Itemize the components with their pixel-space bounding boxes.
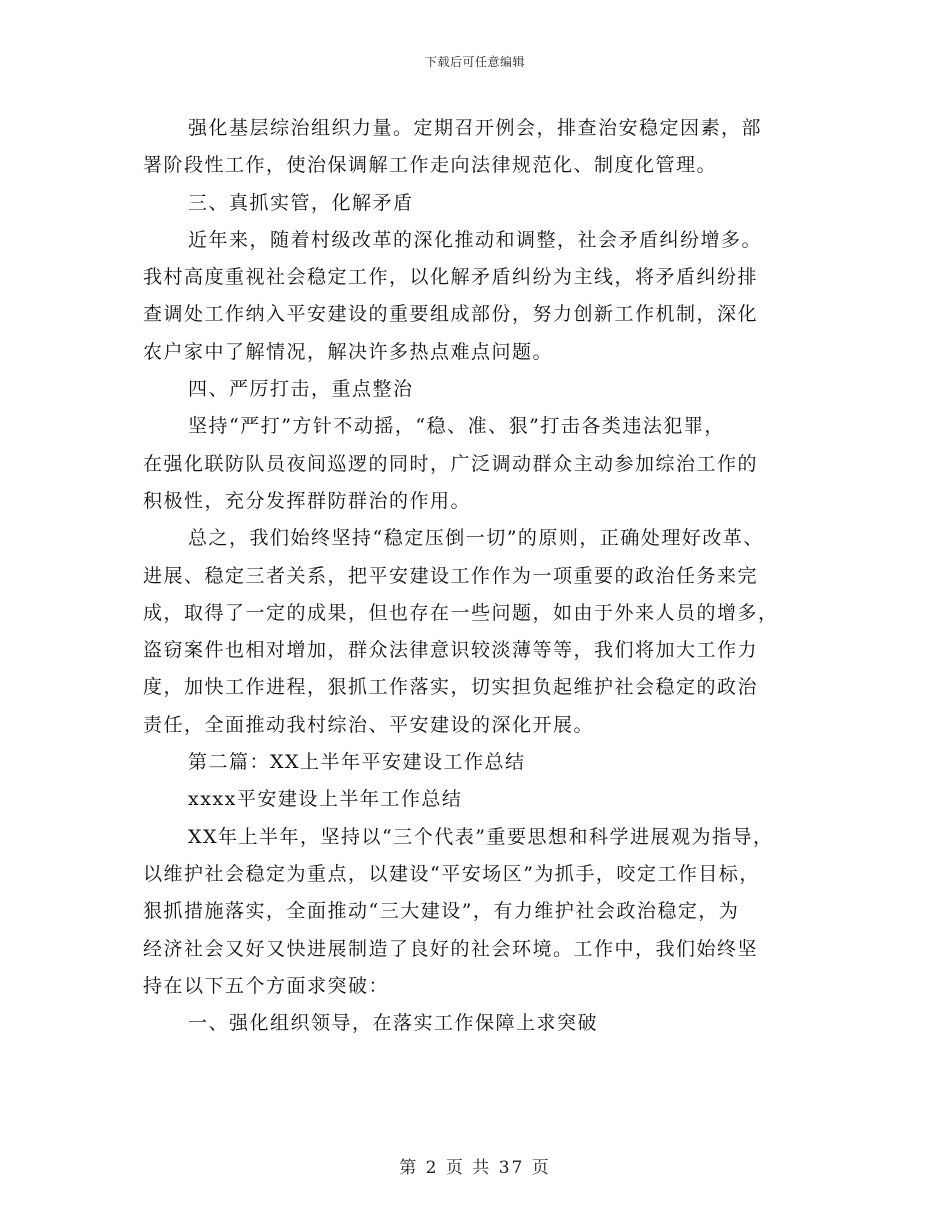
paragraph-line: 以维护社会稳定为重点，以建设“平安场区”为抓手，咬定工作目标， <box>143 862 760 885</box>
paragraph-line: 坚持“严打”方针不动摇，“稳、准、狠”打击各类违法犯罪， <box>188 415 725 438</box>
section-heading: 三、真抓实管，化解矛盾 <box>188 191 414 214</box>
paragraph-line: 署阶段性工作，使治保调解工作走向法律规范化、制度化管理。 <box>143 154 718 177</box>
page-number: 第 2 页 共 37 页 <box>399 1158 551 1178</box>
paragraph-line: 我村高度重视社会稳定工作，以化解矛盾纠纷为主线，将矛盾纠纷排 <box>143 266 759 289</box>
document-body <box>143 110 808 1042</box>
paragraph-line: 在强化联防队员夜间巡逻的同时，广泛调动群众主动参加综治工作的 <box>143 452 759 475</box>
paragraph-line: 经济社会又好又快进展制造了良好的社会环境。工作中，我们始终坚 <box>143 937 759 960</box>
paragraph-line: 持在以下五个方面求突破： <box>143 974 390 997</box>
paragraph-line: 成，取得了一定的成果，但也存在一些问题，如由于外来人员的增多， <box>143 601 779 624</box>
paragraph-line: 狠抓措施落实，全面推动“三大建设”，有力维护社会政治稳定，为 <box>143 900 740 923</box>
paragraph-line: 农户家中了解情况，解决许多热点难点问题。 <box>143 340 554 363</box>
section-heading: 一、强化组织领导，在落实工作保障上求突破 <box>188 1012 599 1035</box>
chapter-title: 第二篇：XX上半年平安建设工作总结 <box>188 751 526 774</box>
paragraph-line: 责任，全面推动我村综治、平安建设的深化开展。 <box>143 713 595 736</box>
paragraph-line: 强化基层综治组织力量。定期召开例会，排查治安稳定因素，部 <box>188 117 763 139</box>
paragraph-line: 进展、稳定三者关系，把平安建设工作作为一项重要的政治任务来完 <box>143 564 759 587</box>
paragraph-line: 盗窃案件也相对增加，群众法律意识较淡薄等等，我们将加大工作力 <box>143 639 759 662</box>
paragraph-line: 度，加快工作进程，狠抓工作落实，切实担负起维护社会稳定的政治 <box>143 676 759 699</box>
paragraph-line: 近年来，随着村级改革的深化推动和调整，社会矛盾纠纷增多。 <box>188 228 763 251</box>
document-subtitle: xxxx平安建设上半年工作总结 <box>188 788 463 811</box>
paragraph-line: XX年上半年，坚持以“三个代表”重要思想和科学进展观为指导， <box>188 825 774 848</box>
paragraph-line: 积极性，充分发挥群防群治的作用。 <box>143 489 472 512</box>
page-header: 下载后可任意编辑 <box>424 55 525 69</box>
paragraph-line: 总之，我们始终坚持“稳定压倒一切”的原则，正确处理好改革、 <box>188 527 764 550</box>
paragraph-line: 查调处工作纳入平安建设的重要组成部份，努力创新工作机制，深化 <box>143 303 759 326</box>
section-heading: 四、严厉打击，重点整治 <box>188 378 414 401</box>
